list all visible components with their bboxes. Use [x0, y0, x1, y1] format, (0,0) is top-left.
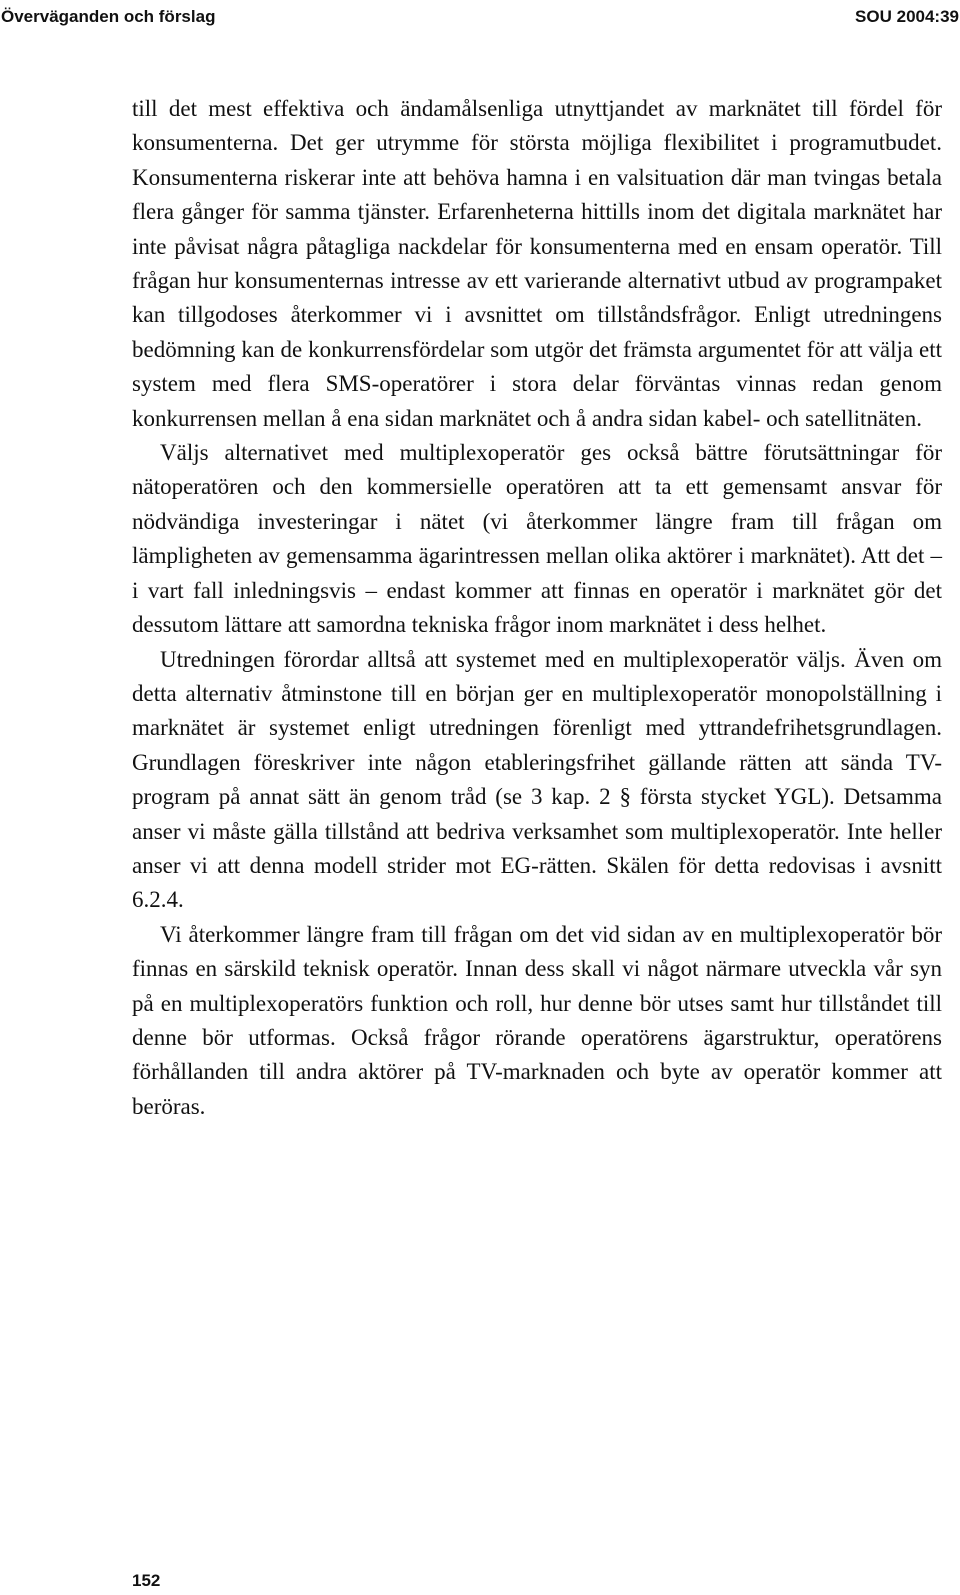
paragraph-1: till det mest effektiva och ändamålsenliga utnyttjandet av marknätet till fördel för konsumenterna. Det ger utrymme för största möjliga flexibilitet i programutbudet. Konsumenterna riskerar inte att behöva hamna i en valsituation där man tvingas betala flera gånger för samma tjänster. Erfarenheterna hittills inom det digitala marknätet har inte påvisat några påtagliga nackdelar för konsumenterna med en ensam operatör. Till frågan hur konsumenternas intresse av ett varierande alternativt utbud av programpaket kan tillgodoses återkommer vi i avsnittet om tillståndsfrågor. Enligt utredningens bedömning kan de konkurrensfördelar som utgör det främsta argumentet för att välja ett system med flera SMS-operatörer i stora delar förväntas vinnas redan genom konkurrensen mellan å ena sidan marknätet och å andra sidan kabel- och satellitnäten.: [132, 96, 942, 431]
paragraph-2: Väljs alternativet med multiplexoperatör ges också bättre förutsättningar för nätoperatören och den kommersielle operatören att ta ett gemensamt ansvar för nödvändiga investeringar i nätet (vi återkommer längre fram till frågan om lämpligheten av gemensamma ägarintressen mellan olika aktörer i marknätet). Att det – i vart fall inledningsvis – endast kommer att finnas en operatör i marknätet gör det dessutom lättare att samordna tekniska frågor inom marknätet i dess helhet.: [132, 440, 942, 638]
body-text: [132, 92, 942, 1124]
paragraph-4: Vi återkommer längre fram till frågan om det vid sidan av en multiplexoperatör bör finnas en särskild teknisk operatör. Innan dess skall vi något närmare utveckla vår syn på en multiplexoperatörs funktion och roll, hur denne bör utses samt hur tillståndet till denne bör utformas. Också frågor rörande operatörens ägarstruktur, operatörens förhållanden till andra aktörer på TV-marknaden och byte av operatör kommer att beröras.: [132, 921, 942, 1119]
publication-reference: SOU 2004:39: [855, 7, 959, 26]
running-header: [0, 5, 960, 29]
paragraph-3: Utredningen förordar alltså att systemet med en multiplexoperatör väljs. Även om detta alternativ åtminstone till en början ger en multiplexoperatör monopolställning i marknätet är systemet enligt utredningen förenligt med yttrandefrihetsgrundlagen. Grundlagen föreskriver inte någon etableringsfrihet gällande rätten att sända TV-program på annat sätt än genom tråd (se 3 kap. 2 § första stycket YGL). Detsamma anser vi måste gälla tillstånd att bedriva verksamhet som multiplexoperatör. Inte heller anser vi att denna modell strider mot EG-rätten. Skälen för detta redovisas i avsnitt 6.2.4.: [132, 646, 942, 913]
chapter-title: Överväganden och förslag: [1, 7, 216, 26]
page-number: 152: [132, 1571, 161, 1590]
